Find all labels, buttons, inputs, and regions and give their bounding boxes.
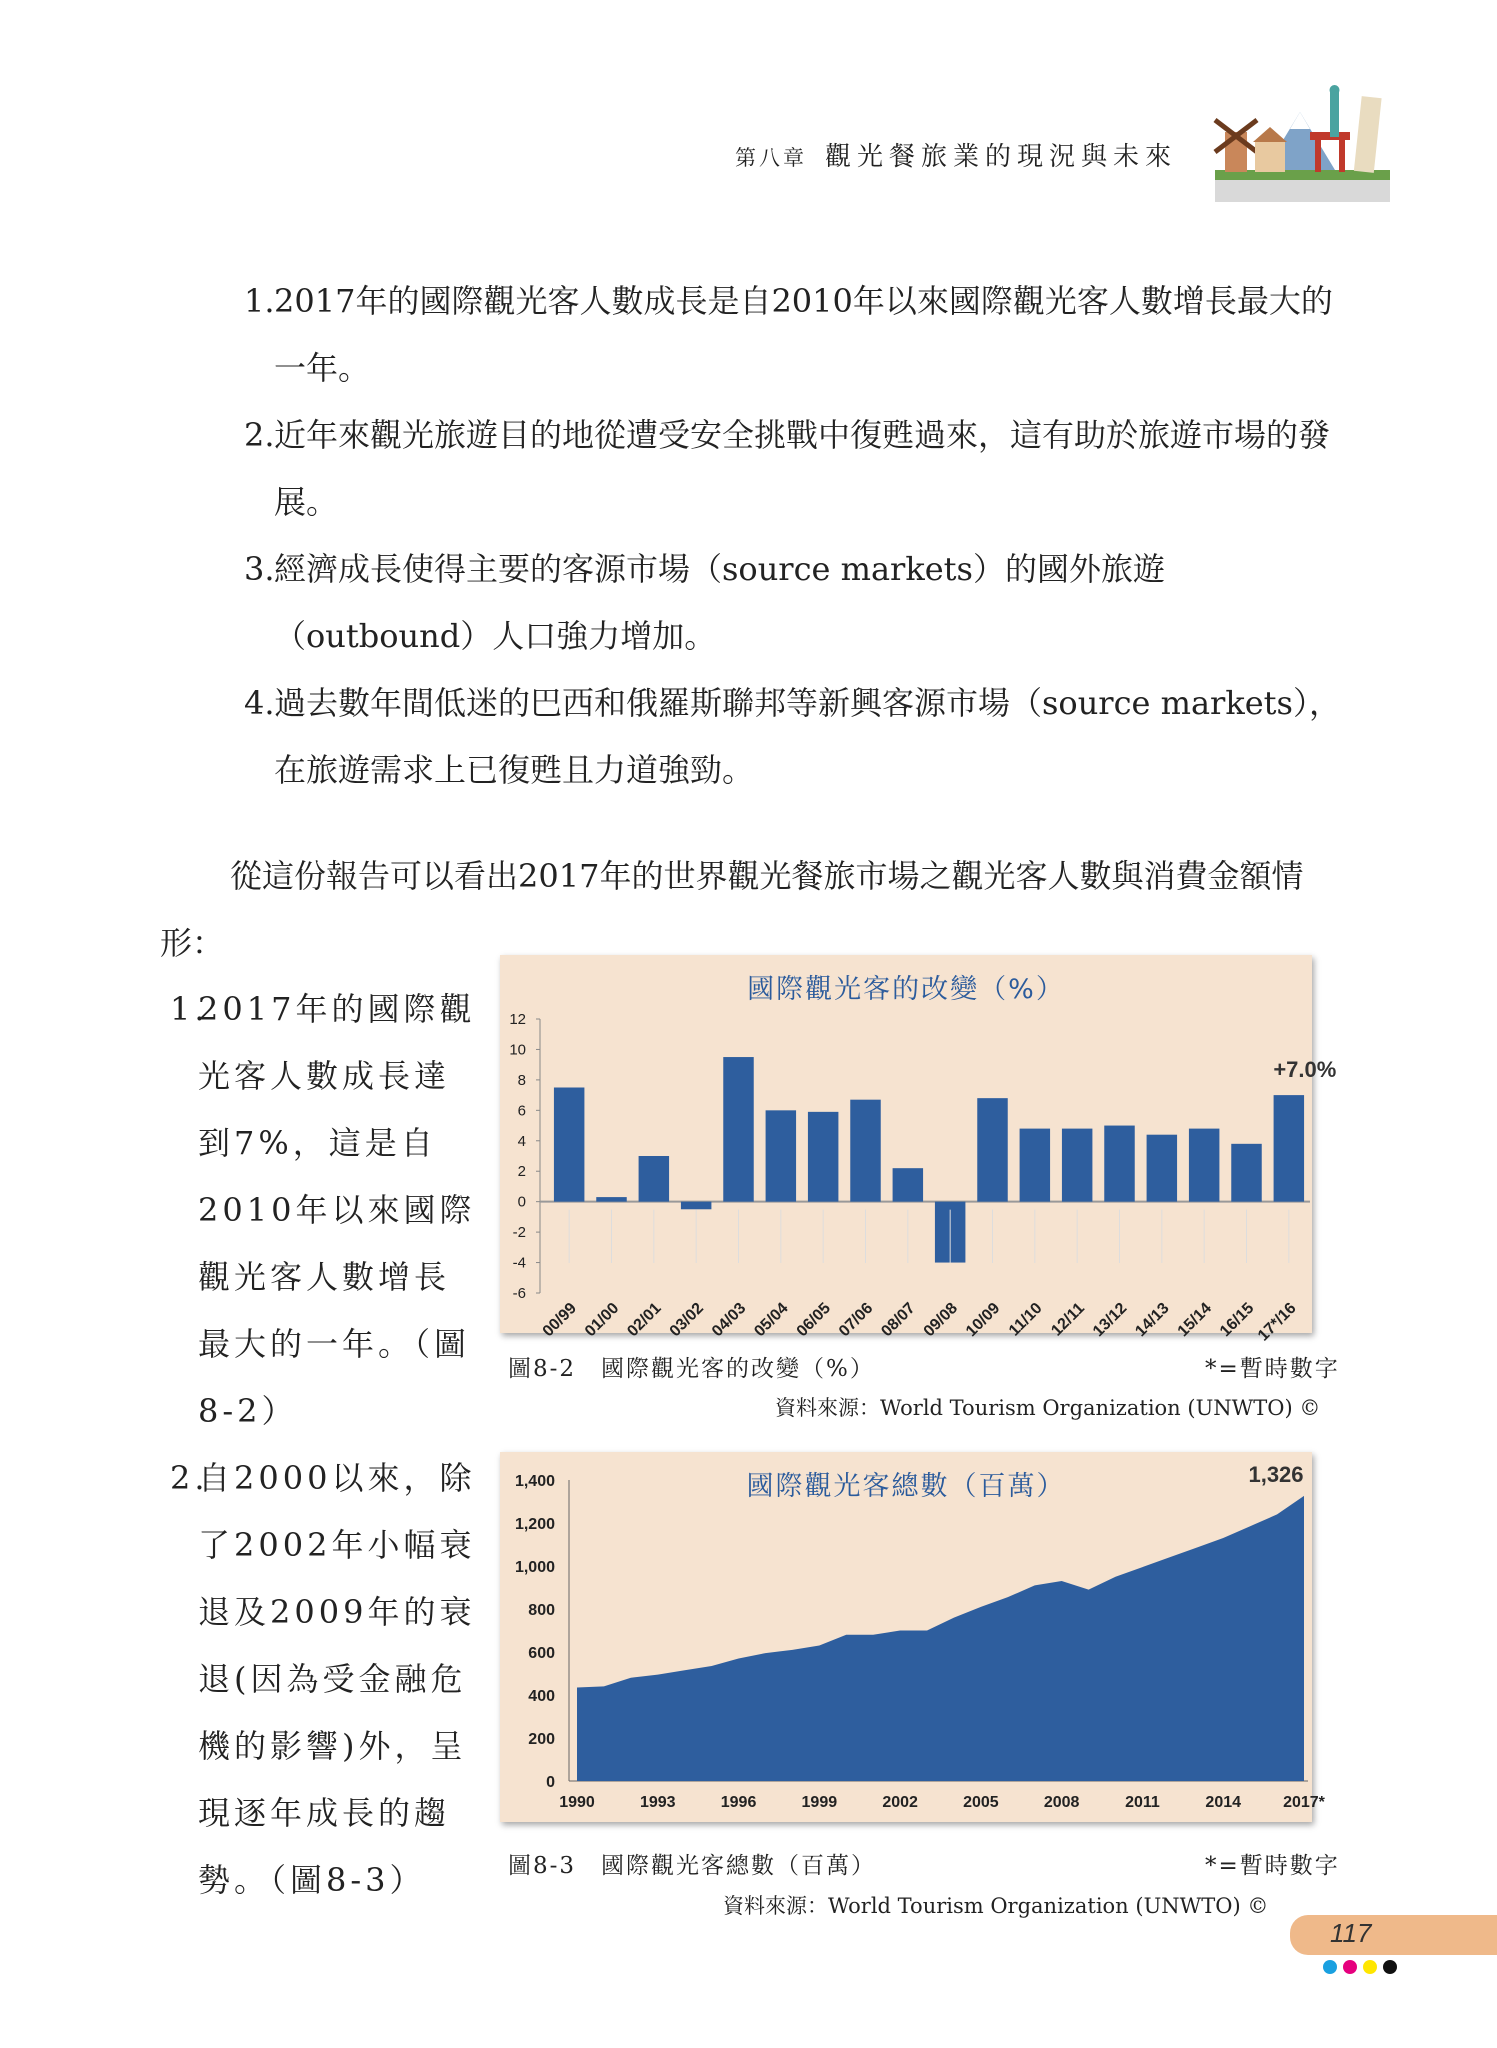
bar	[977, 1098, 1007, 1202]
y-tick-label: 400	[528, 1688, 555, 1705]
x-tick-label: 11/10	[1005, 1299, 1046, 1340]
x-tick-label: 13/12	[1089, 1299, 1131, 1341]
item-number: 2.	[244, 416, 275, 454]
x-tick-label: 1993	[639, 1794, 676, 1811]
chart-title: 國際觀光客的改變（%）	[747, 974, 1065, 1005]
figure-note: *=暫時數字	[1205, 1356, 1340, 1382]
x-tick-label: 00/99	[539, 1299, 580, 1341]
x-tick-label: 12/11	[1048, 1299, 1088, 1340]
item-number: 1.	[170, 990, 209, 1028]
x-tick-label: 14/13	[1132, 1299, 1173, 1341]
bar-chart-panel	[500, 955, 1337, 1345]
x-tick-label: 15/14	[1174, 1299, 1215, 1341]
item-text: 自2000以來，除了2002年小幅衰退及2009年的衰退(因為受金融危機的影響)外，呈現逐年成長的趨勢。（圖8-3）	[198, 1459, 476, 1899]
y-tick-label: 200	[528, 1731, 555, 1748]
y-tick-label: 8	[517, 1071, 526, 1089]
x-tick-label: 2014	[1205, 1794, 1242, 1811]
x-tick-label: 04/03	[708, 1299, 750, 1341]
list-item	[244, 670, 1346, 804]
list-item	[244, 536, 1346, 670]
x-tick-label: 1990	[559, 1794, 595, 1811]
chapter-title: 觀光餐旅業的現況與未來	[825, 142, 1178, 172]
bar	[1104, 1126, 1134, 1202]
x-tick-label: 2017*	[1283, 1794, 1325, 1811]
y-tick-label: 1,200	[514, 1516, 555, 1533]
area-chart	[500, 1452, 1325, 1822]
bar	[1020, 1129, 1050, 1202]
figure-caption: 圖8-3 國際觀光客總數（百萬）	[508, 1853, 877, 1879]
x-tick-label: 08/07	[878, 1299, 919, 1341]
value-annotation: +7.0%	[1273, 1057, 1337, 1083]
figure-caption: 圖8-2 國際觀光客的改變（%）	[508, 1356, 875, 1382]
x-tick-label: 2005	[963, 1794, 999, 1811]
y-tick-label: 1,400	[514, 1473, 555, 1490]
y-tick-label: 600	[528, 1645, 555, 1662]
page-number: 117	[1330, 1918, 1372, 1948]
bar	[681, 1202, 711, 1210]
y-tick-label: 0	[546, 1774, 555, 1791]
x-tick-label: 16/15	[1216, 1299, 1258, 1341]
y-tick-label: -6	[512, 1285, 526, 1302]
side-list-item-2	[170, 1445, 480, 1914]
x-tick-label: 09/08	[920, 1299, 961, 1341]
list-item	[244, 402, 1346, 536]
item-number: 4.	[244, 684, 275, 722]
item-number: 1.	[244, 282, 275, 320]
item-number: 2.	[170, 1459, 209, 1497]
x-tick-label: 05/04	[751, 1299, 792, 1341]
x-tick-label: 01/00	[581, 1299, 623, 1341]
chapter-header	[735, 136, 1177, 173]
color-dots	[1323, 1960, 1397, 1974]
x-tick-label: 06/05	[793, 1299, 834, 1341]
y-tick-label: -4	[512, 1254, 526, 1272]
x-tick-label: 2011	[1125, 1794, 1160, 1811]
bar	[893, 1168, 923, 1201]
area-chart-panel	[500, 1452, 1325, 1822]
bar	[639, 1156, 669, 1202]
x-tick-label: 03/02	[666, 1299, 707, 1341]
reasons-list	[244, 268, 1346, 804]
item-text: 2017年的國際觀光客人數成長是自2010年以來國際觀光客人數增長最大的一年。	[274, 282, 1333, 387]
x-tick-label: 02/01	[624, 1299, 665, 1341]
y-tick-label: 2	[517, 1163, 526, 1181]
black-dot	[1383, 1960, 1397, 1974]
y-tick-label: 0	[517, 1193, 526, 1211]
x-tick-label: 07/06	[835, 1299, 877, 1341]
x-tick-label: 1996	[720, 1794, 757, 1811]
x-tick-label: 1999	[801, 1794, 838, 1811]
bar	[808, 1112, 838, 1202]
item-text: 經濟成長使得主要的客源市場（source markets）的國外旅遊（outbound）人口強力增加。	[274, 550, 1165, 655]
bar	[596, 1197, 626, 1202]
bar	[1274, 1095, 1304, 1202]
bar	[1147, 1135, 1177, 1202]
side-list-item-1	[170, 976, 480, 1445]
item-text: 2017年的國際觀光客人數成長達到7%，這是自2010年以來國際觀光客人數增長最大的一年。（圖8-2）	[198, 990, 476, 1430]
y-tick-label: 6	[517, 1102, 526, 1120]
x-tick-label: 10/09	[962, 1299, 1004, 1341]
bar	[1189, 1129, 1219, 1202]
bar-chart	[500, 955, 1337, 1345]
bar	[1231, 1144, 1261, 1202]
x-tick-label: 17*/16	[1254, 1299, 1300, 1345]
y-tick-label: 800	[528, 1602, 555, 1619]
y-tick-label: 10	[509, 1041, 526, 1059]
x-tick-label: 2002	[882, 1794, 918, 1811]
figure-source: 資料來源：World Tourism Organization (UNWTO) ©	[723, 1894, 1269, 1918]
bar	[723, 1057, 753, 1202]
figure-note: *=暫時數字	[1205, 1853, 1340, 1879]
list-item	[244, 268, 1346, 402]
area-series	[577, 1496, 1304, 1781]
page-number-tab	[1290, 1915, 1497, 1955]
intro-paragraph: 從這份報告可以看出2017年的世界觀光餐旅市場之觀光客人數與消費金額情形：	[160, 857, 1304, 962]
bar	[766, 1110, 796, 1201]
y-tick-label: 1,000	[514, 1559, 555, 1576]
x-tick-label: 2008	[1043, 1794, 1080, 1811]
bar	[850, 1100, 880, 1202]
y-tick-label: 12	[509, 1011, 526, 1028]
item-number: 3.	[244, 550, 275, 588]
bar	[1062, 1129, 1092, 1202]
item-text: 過去數年間低迷的巴西和俄羅斯聯邦等新興客源市場（source markets），在旅遊需求上已復甦且力道強勁。	[274, 684, 1341, 789]
y-tick-label: 4	[517, 1132, 526, 1150]
chapter-number: 第八章	[735, 146, 807, 170]
landmarks-illustration	[1215, 82, 1390, 202]
y-tick-label: -2	[512, 1224, 526, 1242]
figure-source: 資料來源：World Tourism Organization (UNWTO) ©	[775, 1396, 1321, 1420]
yellow-dot	[1363, 1960, 1377, 1974]
cyan-dot	[1323, 1960, 1337, 1974]
bar	[554, 1088, 584, 1202]
chart-title: 國際觀光客總數（百萬）	[746, 1471, 1066, 1502]
item-text: 近年來觀光旅遊目的地從遭受安全挑戰中復甦過來，這有助於旅遊市場的發展。	[274, 416, 1331, 521]
magenta-dot	[1343, 1960, 1357, 1974]
value-annotation: 1,326	[1248, 1461, 1304, 1487]
